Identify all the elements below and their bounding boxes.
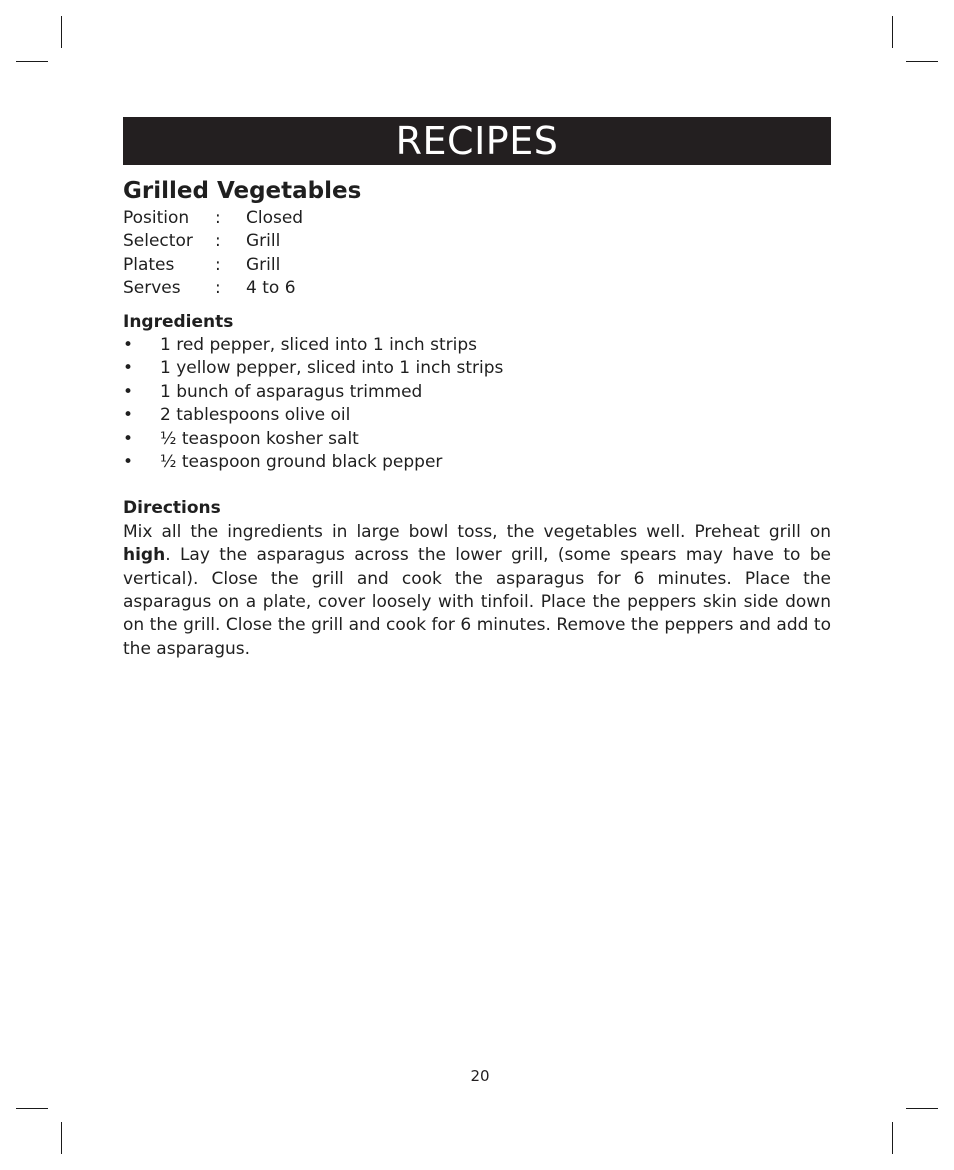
spec-value: Closed (246, 208, 304, 228)
bullet-icon: • (123, 381, 134, 402)
ingredient-text: 2 tablespoons olive oil (160, 405, 351, 426)
ingredient-text: ½ teaspoon ground black pepper (160, 451, 443, 472)
bullet-icon: • (123, 334, 134, 355)
bullet-icon: • (123, 358, 134, 379)
list-item (123, 357, 831, 380)
spec-separator: : (215, 231, 221, 252)
list-item (123, 381, 831, 404)
spec-key: Plates (123, 254, 175, 275)
spec-value: Grill (246, 254, 281, 275)
ingredients-list (123, 334, 831, 474)
bullet-icon: • (123, 428, 134, 449)
ingredient-text: 1 yellow pepper, sliced into 1 inch strips (160, 358, 504, 379)
ingredient-text: 1 bunch of asparagus trimmed (160, 381, 423, 402)
crop-mark (892, 1122, 893, 1154)
list-item (123, 451, 831, 474)
directions-bold-setting: high (123, 545, 166, 566)
recipe-specs (123, 207, 831, 301)
directions-paragraph (123, 521, 831, 661)
recipes-banner: RECIPES (123, 117, 831, 165)
recipe-content (123, 176, 831, 661)
spec-key: Selector (123, 231, 193, 252)
ingredient-text: ½ teaspoon kosher salt (160, 428, 359, 449)
spec-separator: : (215, 208, 221, 228)
crop-mark (906, 61, 938, 62)
crop-mark (906, 1108, 938, 1109)
directions-text-rest: . Lay the asparagus across the lower grill, (some spears may have to be vertical). Close the grill and cook the asparagus for 6 minutes. Place the asparagus on a plate, cover loosely with tinfoil. Place the peppers skin side down on the grill. Close the grill and cook for 6 minutes. Remove the peppers and add to the asparagus. (123, 545, 831, 659)
crop-mark (61, 1122, 62, 1154)
spec-row-position (123, 207, 831, 230)
crop-mark (16, 1108, 48, 1109)
spec-row-serves (123, 277, 831, 300)
crop-mark (16, 61, 48, 62)
spec-separator: : (215, 254, 221, 275)
crop-mark (61, 16, 62, 48)
spec-value: Grill (246, 231, 281, 252)
spec-key: Serves (123, 278, 181, 299)
spec-row-selector (123, 230, 831, 253)
list-item (123, 334, 831, 357)
list-item (123, 404, 831, 427)
ingredient-text: 1 red pepper, sliced into 1 inch strips (160, 334, 477, 355)
bullet-icon: • (123, 405, 134, 426)
bullet-icon: • (123, 451, 134, 472)
directions-heading: Directions (123, 498, 221, 519)
list-item (123, 428, 831, 451)
ingredients-heading: Ingredients (123, 311, 234, 332)
spec-value: 4 to 6 (246, 278, 296, 299)
recipe-title: Grilled Vegetables (123, 178, 362, 204)
directions-text-start: Mix all the ingredients in large bowl toss, the vegetables well. Preheat grill on (123, 521, 831, 542)
crop-mark (892, 16, 893, 48)
page-number: 20 (470, 1067, 490, 1085)
spec-separator: : (215, 278, 221, 299)
spec-row-plates (123, 254, 831, 277)
spec-key: Position (123, 208, 190, 228)
